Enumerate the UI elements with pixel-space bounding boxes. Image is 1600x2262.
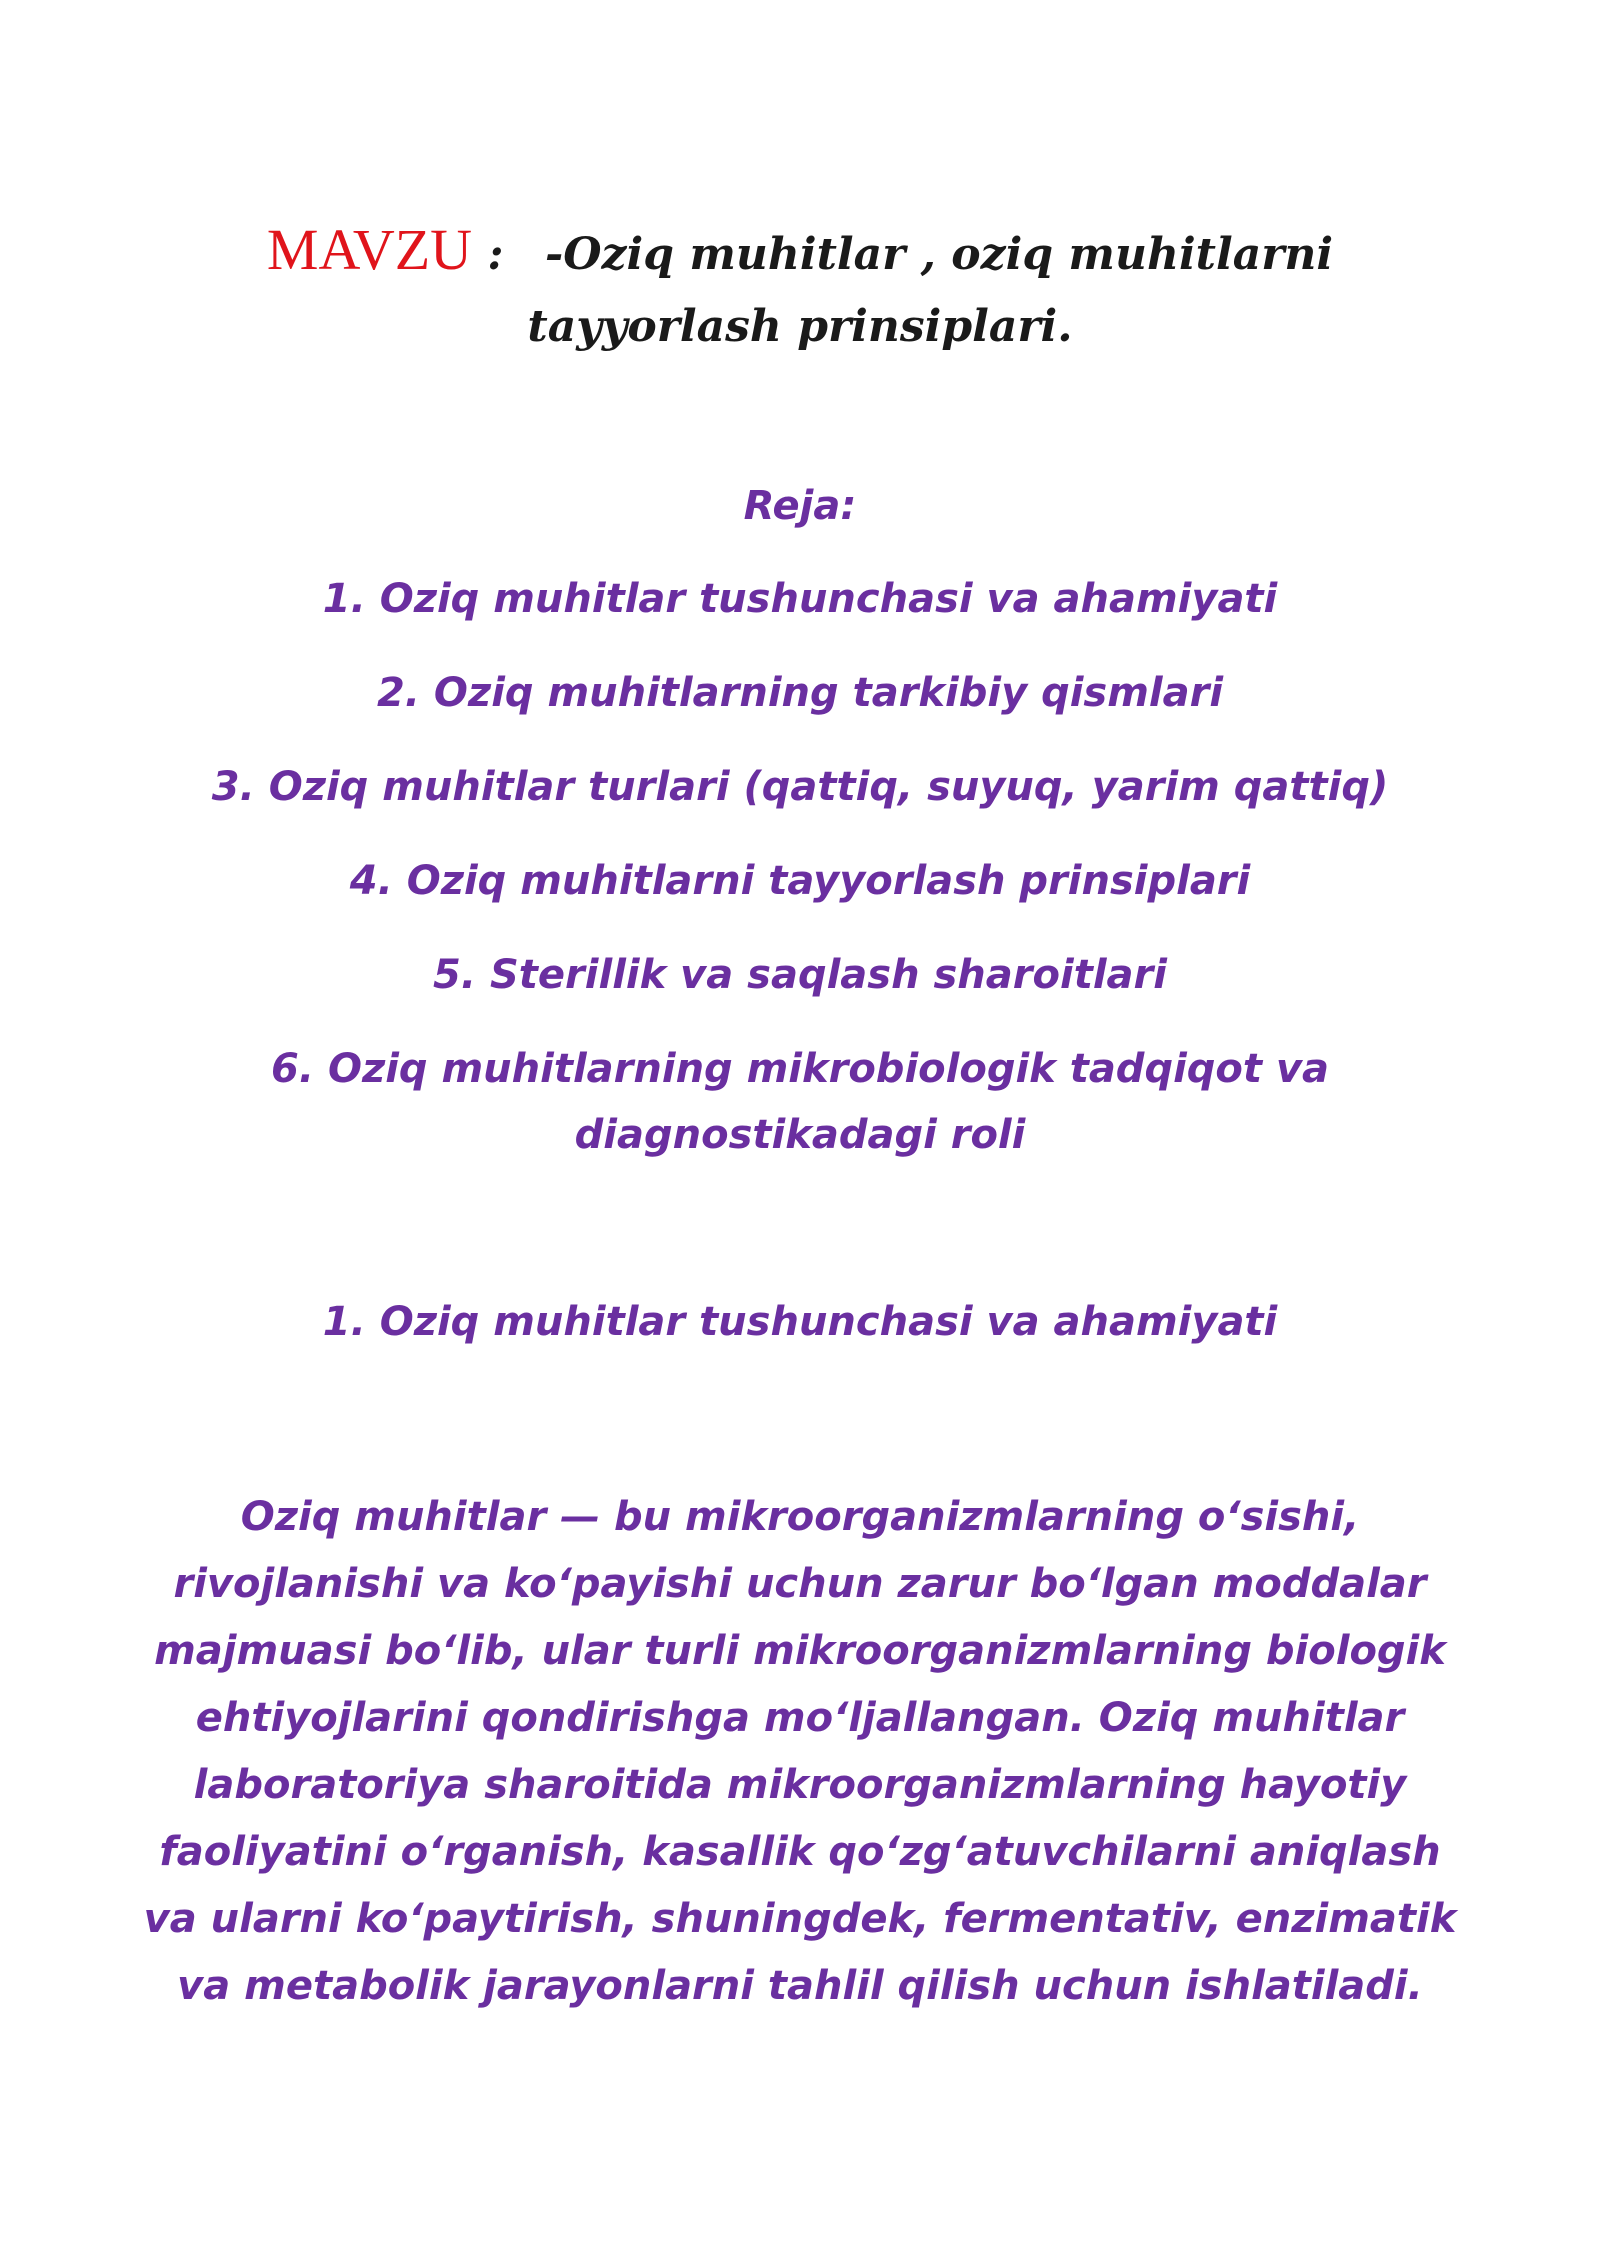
plan-heading: Reja: — [743, 483, 857, 529]
mavzu-colon: : — [487, 229, 504, 280]
plan-item-3: 3. Oziq muhitlar turlari (qattiq, suyuq, yarim qattiq) — [211, 764, 1389, 810]
plan-item-5: 5. Sterillik va saqlash sharoitlari — [433, 952, 1167, 998]
topic-title — [160, 214, 1440, 363]
plan-item-4: 4. Oziq muhitlarni tayyorlash prinsiplari — [349, 858, 1251, 904]
plan-item-1: 1. Oziq muhitlar tushunchasi va ahamiyati — [322, 576, 1278, 622]
plan-item-6: 6. Oziq muhitlarning mikrobiologik tadqiqot va diagnostikadagi roli — [270, 1046, 1330, 1158]
plan-item-2: 2. Oziq muhitlarning tarkibiy qismlari — [376, 670, 1224, 716]
section-1-paragraph: Oziq muhitlar — bu mikroorganizmlarning o‘sishi, rivojlanishi va ko‘payishi uchun zarur bo‘lgan moddalar majmuasi bo‘lib, ular turli mikroorganizmlarning biologik ehtiyojlarini qondirishga mo‘ljallangan. Oziq muhitlar laboratoriya sharoitida mikroorganizmlarning hayotiy faoliyatini o‘rganish, kasallik qo‘zg‘atuvchilarni aniqlash va ularni ko‘paytirish, shuningdek, fermentativ, enzimatik va metabolik jarayonlarni tahlil qilish uchun ishlatiladi. — [143, 1494, 1457, 2009]
section-1-heading: 1. Oziq muhitlar tushunchasi va ahamiyati — [322, 1299, 1278, 1345]
topic-title-text: -Oziq muhitlar , oziq muhitlarni tayyorlash prinsiplari. — [527, 229, 1334, 352]
mavzu-label: MAVZU — [266, 217, 473, 282]
plan-list — [160, 566, 1440, 1168]
